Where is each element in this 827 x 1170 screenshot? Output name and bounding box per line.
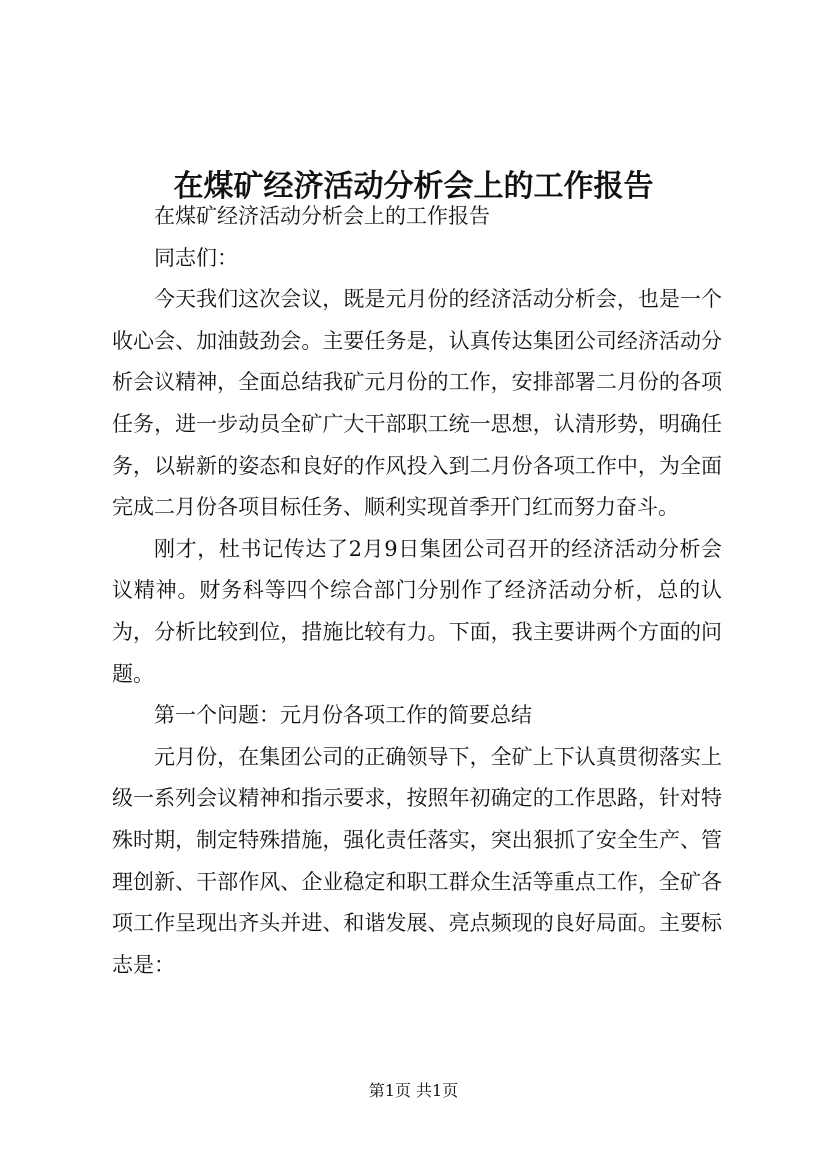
- paragraph-meeting-recap: 刚才，杜书记传达了2月9日集团公司召开的经济活动分析会议精神。财务科等四个综合部门分别作了经济活动分析，总的认为，分析比较到位，措施比较有力。下面，我主要讲两个方面的问题。: [112, 536, 722, 686]
- paragraph-intro: 今天我们这次会议，既是元月份的经济活动分析会，也是一个收心会、加油鼓劲会。主要任务是，认真传达集团公司经济活动分析会议精神，全面总结我矿元月份的工作，安排部署二月份的各项任务，进一步动员全矿广大干部职工统一思想，认清形势，明确任务，以崭新的姿态和良好的作风投入到二月份各项工作中，为全面完成二月份各项目标任务、顺利实现首季开门红而努力奋斗。: [112, 287, 722, 520]
- paragraph-subtitle: 在煤矿经济活动分析会上的工作报告: [154, 204, 490, 228]
- paragraph-summary: 元月份，在集团公司的正确领导下，全矿上下认真贯彻落实上级一系列会议精神和指示要求，按照年初确定的工作思路，针对特殊时期，制定特殊措施，强化责任落实，突出狠抓了安全生产、管理创新、干部作风、企业稳定和职工群众生活等重点工作，全矿各项工作呈现出齐头并进、和谐发展、亮点频现的良好局面。主要标志是：: [112, 744, 722, 977]
- document-body: [112, 196, 722, 986]
- page-footer: 第1页 共1页: [368, 1081, 459, 1100]
- document-title: 在煤矿经济活动分析会上的工作报告: [173, 169, 654, 205]
- paragraph-salutation: 同志们：: [154, 245, 238, 270]
- paragraph-section-heading: 第一个问题：元月份各项工作的简要总结: [154, 703, 532, 728]
